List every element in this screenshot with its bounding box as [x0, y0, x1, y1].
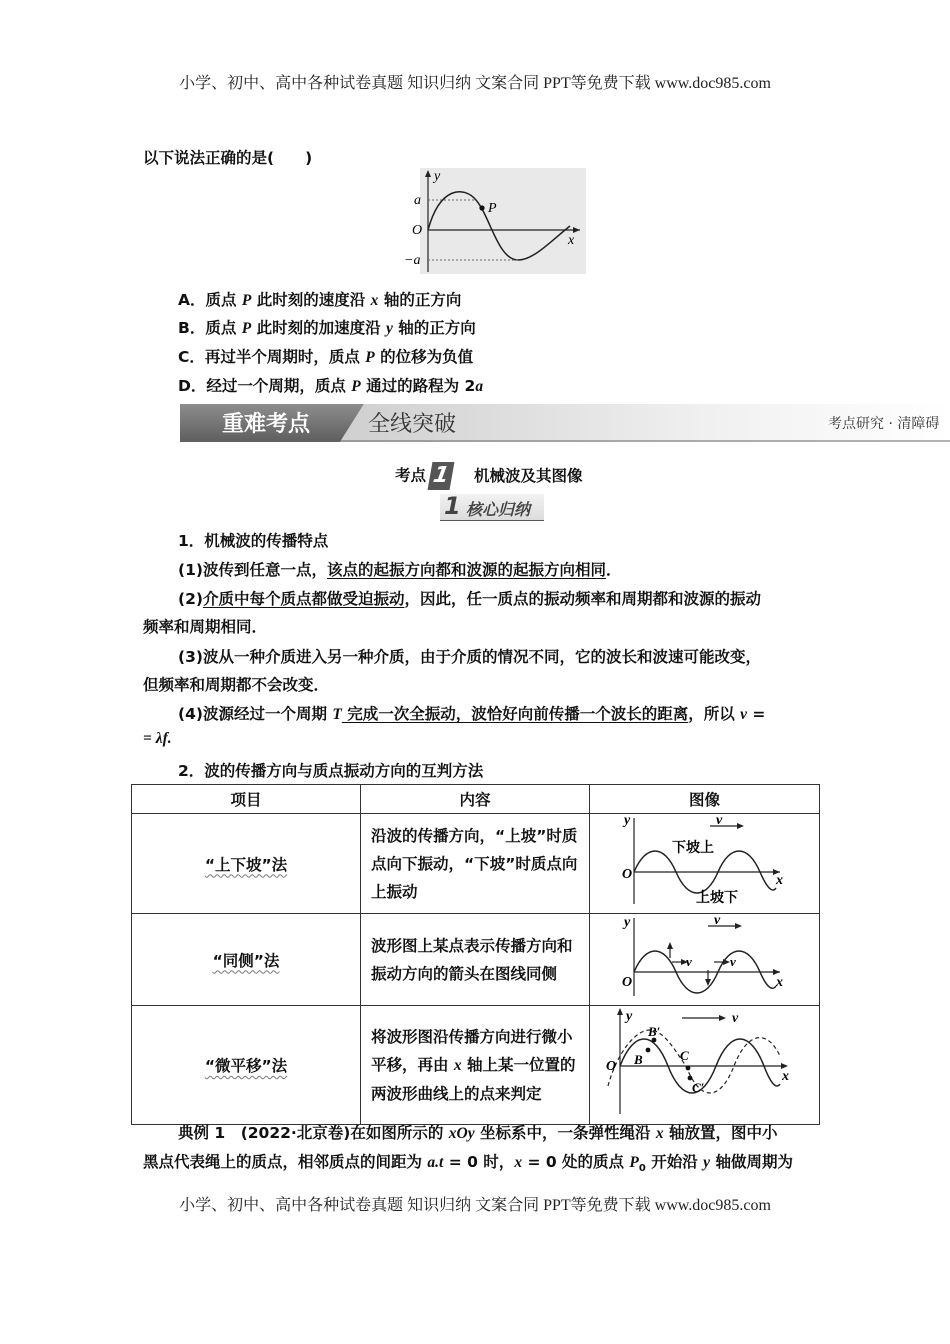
- up-down-slope-figure: [590, 814, 818, 909]
- label-y: y: [434, 169, 441, 184]
- svg-text:x: x: [776, 975, 783, 990]
- question-wave-figure: [400, 166, 590, 276]
- figure-background: [420, 168, 586, 274]
- svg-text:y: y: [626, 1009, 633, 1024]
- label-a: a: [414, 193, 421, 208]
- option-b[interactable]: B．质点 P 此时刻的加速度沿 y 轴的正方向: [178, 319, 476, 337]
- point-3: (3)波从一种介质进入另一种介质，由于介质的情况不同，它的波长和波速可能改变，: [178, 648, 761, 666]
- section-left-text: 重难考点: [222, 412, 311, 437]
- header-figure: 图像: [590, 785, 820, 814]
- point-2-cont: 频率和周期相同．: [143, 618, 268, 636]
- label-p: P: [488, 201, 497, 216]
- methods-table: [131, 784, 820, 1125]
- label-o: O: [412, 223, 423, 238]
- svg-text:v: v: [730, 954, 736, 969]
- svg-text:B′: B′: [648, 1024, 661, 1039]
- table-header-row: [132, 785, 820, 814]
- heading-2: 2．波的传播方向与质点振动方向的互判方法: [178, 762, 484, 780]
- svg-text:O: O: [606, 1059, 617, 1074]
- topic-heading: 考点 1 机械波及其图像: [395, 463, 583, 488]
- svg-text:y: y: [624, 814, 631, 828]
- question-stem: 以下说法正确的是( ): [143, 149, 313, 167]
- svg-text:x: x: [776, 873, 783, 888]
- sub-heading-box: 1 核心归纳: [440, 494, 544, 521]
- heading-1: 1．机械波的传播特点: [178, 532, 329, 550]
- small-shift-figure: [590, 1006, 818, 1120]
- table-row: [132, 914, 820, 1006]
- section-right-text: 全线突破: [368, 412, 457, 437]
- table-row: [132, 814, 820, 914]
- point-4-cont: = λf.: [143, 730, 172, 747]
- point-4: (4)波源经过一个周期 T 完成一次全振动，波恰好向前传播一个波长的距离，所以 v =: [178, 705, 766, 723]
- svg-text:v: v: [732, 1011, 739, 1026]
- method-name: “微平移”法: [204, 1057, 288, 1075]
- option-c[interactable]: C．再过半个周期时，质点 P 的位移为负值: [178, 348, 474, 366]
- point-2: (2)介质中每个质点都做受迫振动，因此，任一质点的振动频率和周期都和波源的振动: [178, 590, 761, 608]
- method-name: “同侧”法: [212, 951, 280, 970]
- method-name: “上下坡”法: [204, 855, 288, 874]
- point-p: [479, 205, 484, 210]
- example-label: 典例 1: [178, 1124, 226, 1142]
- header-content: 内容: [361, 785, 590, 814]
- footer-banner: 小学、初中、高中各种试卷真题 知识归纳 文案合同 PPT等免费下载 www.doc985.com: [179, 1197, 771, 1214]
- label-x: x: [568, 233, 575, 248]
- example-line-1: 典例 1 (2022·北京卷)在如图所示的 xOy 坐标系中，一条弹性绳沿 x 轴放置，图中小: [178, 1124, 778, 1142]
- svg-text:x: x: [782, 1069, 789, 1084]
- header-banner: 小学、初中、高中各种试卷真题 知识归纳 文案合同 PPT等免费下载 www.doc985.com: [179, 75, 771, 92]
- same-side-figure: [590, 914, 818, 1001]
- header-item: 项目: [132, 785, 361, 814]
- method-content: 波形图上某点表示传播方向和振动方向的箭头在图线同侧: [371, 936, 573, 983]
- option-d[interactable]: D．经过一个周期，质点 P 通过的路程为 2a: [178, 377, 484, 395]
- method-content: 将波形图沿传播方向进行微小平移，再由 x 轴上某一位置的两波形曲线上的点来判定: [371, 1027, 576, 1103]
- section-banner: [180, 404, 950, 442]
- option-a[interactable]: A．质点 P 此时刻的速度沿 x 轴的正方向: [178, 291, 462, 309]
- label-down-slope-up: 下坡上: [672, 841, 714, 856]
- method-content: 沿波的传播方向，“上坡”时质点向下振动，“下坡”时质点向上振动: [371, 826, 578, 901]
- example-line-2: 黑点代表绳上的质点，相邻质点的间距为 a.t = 0 时，x = 0 处的质点 $P_0$ 开始沿 y 轴做周期为: [143, 1153, 793, 1175]
- svg-text:O: O: [622, 867, 633, 882]
- section-tag: 考点研究 · 清障碍: [828, 416, 940, 432]
- svg-text:B: B: [634, 1052, 643, 1067]
- table-row: [132, 1006, 820, 1125]
- svg-text:v: v: [716, 814, 723, 828]
- point-3-cont: 但频率和周期都不会改变．: [143, 676, 330, 694]
- svg-text:y: y: [624, 915, 631, 930]
- label-neg-a: −a: [404, 253, 421, 268]
- point-1: (1)波传到任意一点，该点的起振方向都和波源的起振方向相同．: [178, 561, 622, 579]
- svg-text:O: O: [622, 975, 633, 990]
- label-up-slope-down: 上坡下: [696, 891, 738, 906]
- svg-text:C: C: [680, 1048, 689, 1063]
- svg-text:v: v: [714, 914, 721, 928]
- svg-text:v: v: [686, 954, 692, 969]
- topic-number-badge: 1: [428, 462, 455, 490]
- svg-text:C′: C′: [692, 1080, 705, 1095]
